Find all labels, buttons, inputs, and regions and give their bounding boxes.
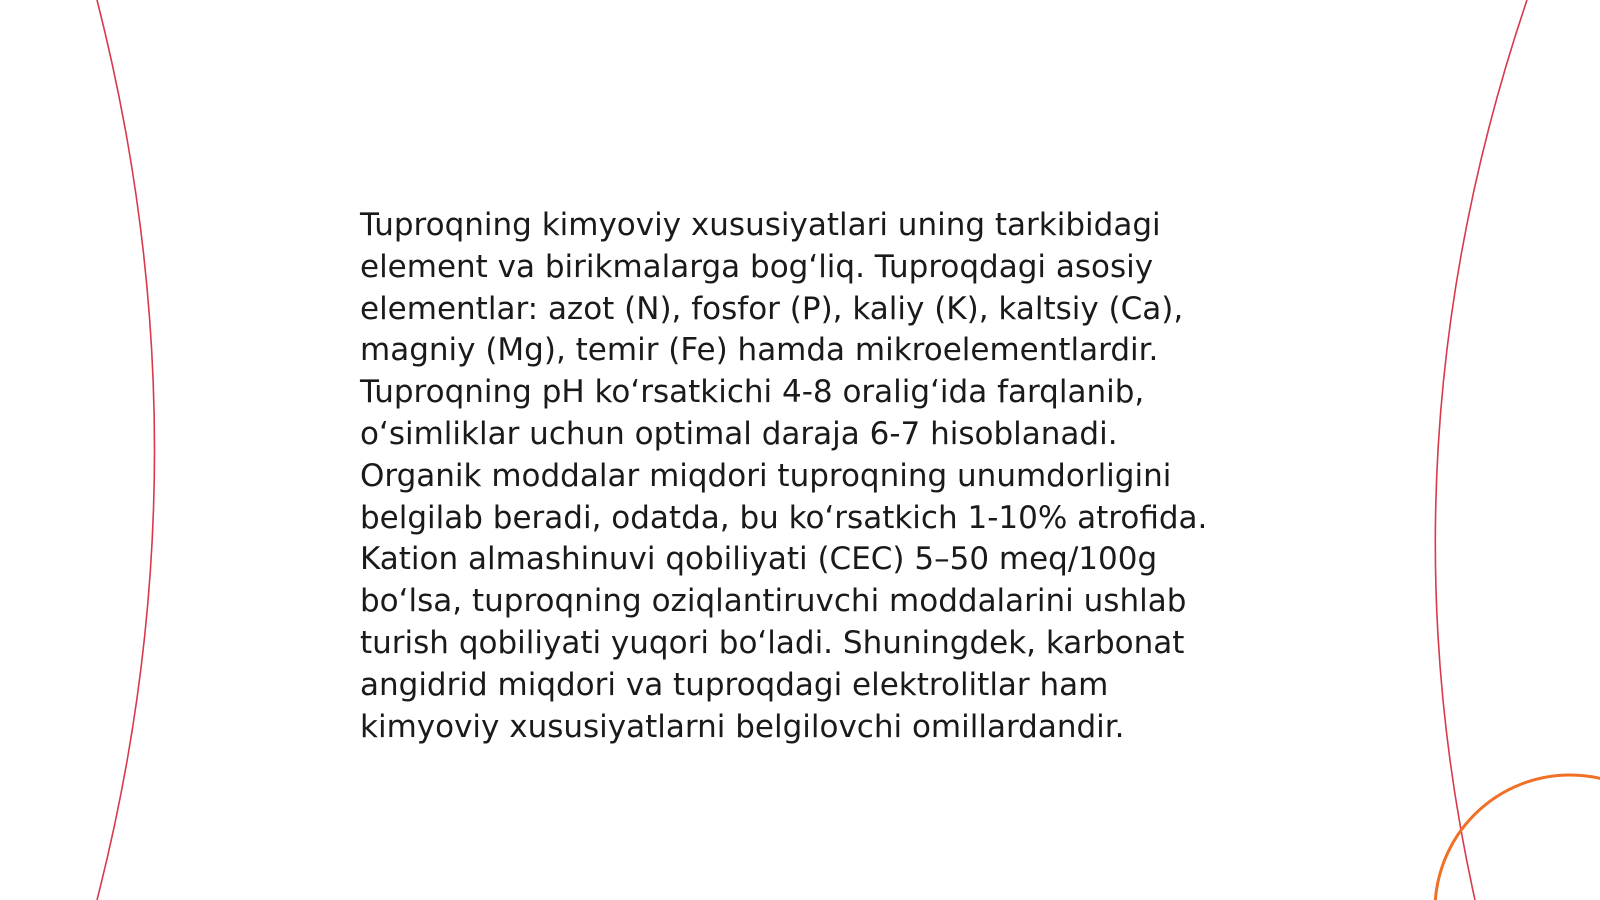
body-line: Tuproqning pH ko‘rsatkichi 4-8 oralig‘ida farqlanib,	[360, 374, 1145, 411]
body-line: belgilab beradi, odatda, bu ko‘rsatkich 1-10% atrofida.	[360, 499, 1208, 536]
body-line: magniy (Mg), temir (Fe) hamda mikroelementlardir.	[360, 332, 1159, 369]
accent-circle	[1435, 775, 1600, 900]
body-line: Kation almashinuvi qobiliyati (CEC) 5–50 meq/100g	[360, 541, 1158, 578]
left-curve-line	[97, 0, 155, 900]
body-line: Organik moddalar miqdori tuproqning unumdorligini	[360, 457, 1172, 494]
body-line: angidrid miqdori va tuproqdagi elektrolitlar ham	[360, 666, 1109, 703]
body-line: elementlar: azot (N), fosfor (P), kaliy (K), kaltsiy (Ca),	[360, 290, 1184, 327]
body-line: kimyoviy xususiyatlarni belgilovchi omillardandir.	[360, 708, 1125, 745]
right-curve-line	[1435, 0, 1527, 900]
body-line: Tuproqning kimyoviy xususiyatlari uning tarkibidagi	[360, 207, 1161, 243]
body-line: bo‘lsa, tuproqning oziqlantiruvchi moddalarini ushlab	[360, 583, 1187, 620]
body-paragraph	[360, 205, 1260, 748]
body-line: turish qobiliyati yuqori bo‘ladi. Shuningdek, karbonat	[360, 624, 1185, 661]
body-line: element va birikmalarga bog‘liq. Tuproqdagi asosiy	[360, 248, 1154, 285]
body-line: o‘simliklar uchun optimal daraja 6-7 hisoblanadi.	[360, 415, 1118, 452]
